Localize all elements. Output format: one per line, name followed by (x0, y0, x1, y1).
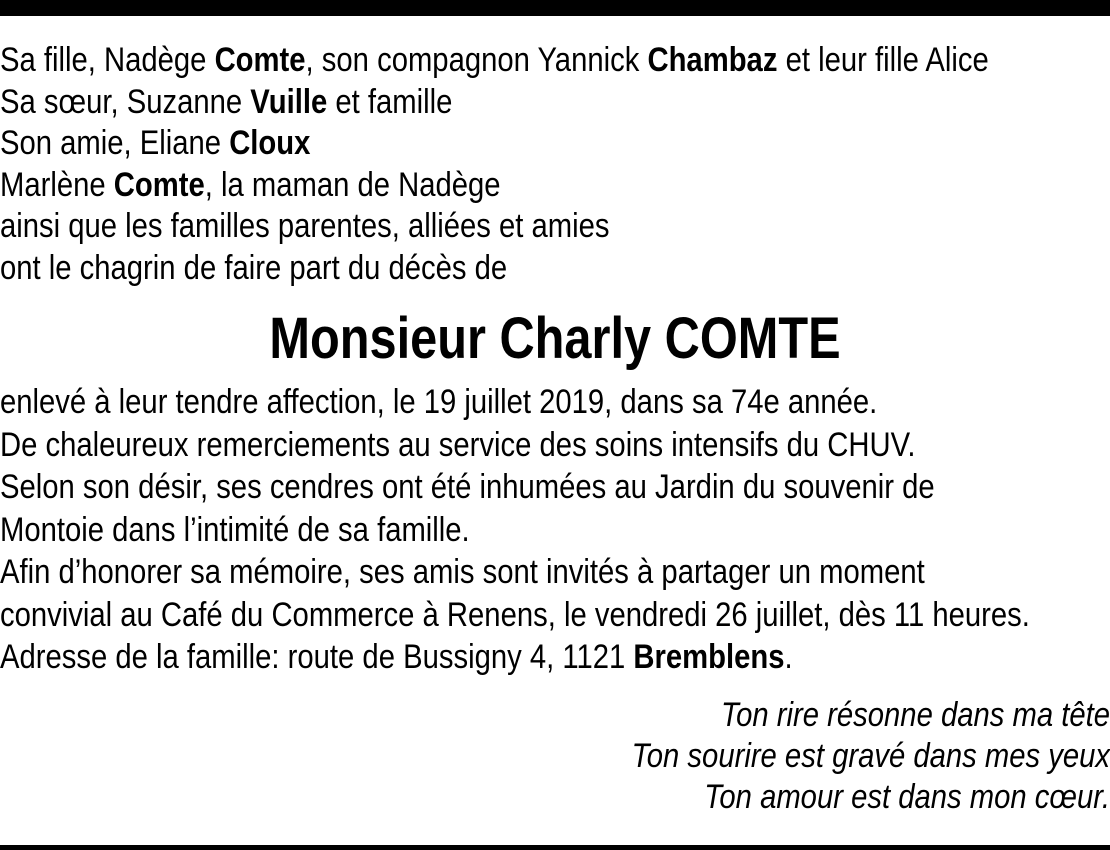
text-fragment: et leur fille Alice (777, 41, 989, 79)
text-fragment: , son compagnon Yannick (305, 41, 648, 79)
surname: Comte (113, 165, 205, 204)
poem-line-2: Ton sourire est gravé dans mes yeux (631, 736, 1110, 775)
poem-line-1: Ton rire résonne dans ma tête (720, 695, 1110, 734)
announcement-line-6: ont le chagrin de faire part du décès de (0, 248, 508, 287)
family-announcement (0, 40, 1110, 289)
details-line-3: Selon son désir, ses cendres ont été inhumées au Jardin du souvenir de (0, 468, 935, 506)
closing-poem (0, 695, 1110, 818)
text-fragment: Marlène (0, 165, 114, 204)
details-line-6: convivial au Café du Commerce à Renens, le vendredi 26 juillet, dès 11 heures. (0, 595, 1030, 634)
details-line-5: Afin d’honorer sa mémoire, ses amis sont invités à partager un moment (0, 553, 925, 591)
details-line-1: enlevé à leur tendre affection, le 19 juillet 2019, dans sa 74e année. (0, 383, 878, 421)
family-address (0, 636, 955, 679)
announcement-line-3 (0, 123, 955, 165)
notice-details (0, 381, 1110, 679)
announcement-line-4 (0, 165, 955, 207)
text-fragment: Son amie, Eliane (0, 124, 230, 162)
text-fragment: Sa fille, Nadège (0, 41, 215, 79)
announcement-line-2 (0, 82, 955, 124)
text-fragment: Sa sœur, Suzanne (0, 82, 251, 121)
text-fragment: , la maman de Nadège (204, 165, 501, 204)
text-fragment: Adresse de la famille: route de Bussigny 4, 1121 (0, 638, 634, 676)
surname: Vuille (250, 82, 328, 121)
text-fragment: . (784, 638, 793, 676)
top-rule (0, 0, 1110, 16)
details-line-2: De chaleureux remerciements au service des soins intensifs du CHUV. (0, 425, 916, 464)
poem-line-3: Ton amour est dans mon cœur. (704, 777, 1110, 816)
surname: Chambaz (647, 41, 778, 79)
text-fragment: et famille (327, 82, 453, 121)
surname: Comte (214, 41, 306, 79)
announcement-line-1 (0, 40, 989, 82)
details-line-4: Montoie dans l’intimité de sa famille. (0, 510, 470, 549)
announcement-line-5: ainsi que les familles parentes, alliées et amies (0, 207, 610, 245)
death-notice (0, 40, 1110, 818)
bottom-rule (0, 845, 1110, 850)
surname: Cloux (229, 124, 311, 162)
deceased-name (0, 303, 1110, 375)
town-name: Bremblens (633, 638, 785, 676)
deceased-name-text: Monsieur Charly COMTE (269, 306, 841, 371)
